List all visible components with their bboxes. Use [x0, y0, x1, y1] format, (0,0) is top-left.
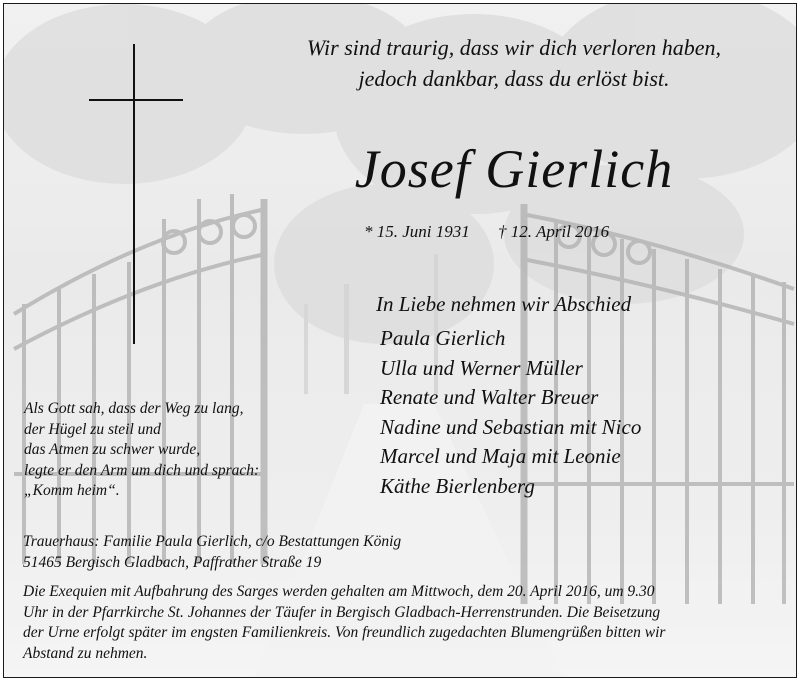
exequies-notice: [23, 582, 787, 664]
mourning-house-address: [23, 532, 401, 573]
mourner-name: Ulla und Werner Müller: [380, 355, 583, 380]
poem-line: das Atmen zu schwer wurde,: [24, 441, 201, 458]
life-dates: [364, 222, 664, 242]
notice-line: Die Exequien mit Aufbahrung des Sarges werden gehalten am Mittwoch, dem 20. April 2016, um 9.30: [23, 583, 655, 600]
poem-line: Als Gott sah, dass der Weg zu lang,: [24, 400, 244, 417]
mourner-name: Nadine und Sebastian mit Nico: [380, 414, 642, 439]
notice-line: der Urne erfolgt später im engsten Familienkreis. Von freundlich zugedachten Blumengrüßen bitten wir: [23, 624, 666, 641]
mourner-name: Käthe Bierlenberg: [380, 473, 535, 498]
mourners-list: [380, 324, 641, 501]
mourner-name: Renate und Walter Breuer: [380, 385, 599, 409]
mourner-name: Paula Gierlich: [380, 326, 506, 350]
opening-quote: [254, 32, 774, 94]
death-date: † 12. April 2016: [498, 222, 610, 241]
address-line: 51465 Bergisch Gladbach, Paffrather Straße 19: [23, 553, 322, 571]
poem-line: legte er den Arm um dich und sprach:: [24, 461, 260, 479]
poem: [24, 399, 259, 502]
cross-icon: [89, 44, 185, 344]
mourner-name: Marcel und Maja mit Leonie: [380, 444, 621, 468]
poem-line: der Hügel zu steil und: [24, 420, 161, 438]
deceased-name: Josef Gierlich: [354, 139, 674, 199]
quote-line: Wir sind traurig, dass wir dich verloren haben,: [306, 35, 722, 60]
birth-date: * 15. Juni 1931: [364, 222, 470, 241]
farewell-heading: In Liebe nehmen wir Abschied: [376, 292, 632, 316]
notice-line: Abstand zu nehmen.: [23, 644, 148, 662]
obituary-card: [3, 3, 797, 678]
poem-line: „Komm heim“.: [24, 482, 120, 499]
notice-line: Uhr in der Pfarrkirche St. Johannes der Täufer in Bergisch Gladbach-Herrenstrunden. Die Beisetzung: [23, 603, 661, 621]
address-line: Trauerhaus: Familie Paula Gierlich, c/o Bestattungen König: [23, 533, 402, 550]
quote-line: jedoch dankbar, dass du erlöst bist.: [358, 66, 670, 91]
